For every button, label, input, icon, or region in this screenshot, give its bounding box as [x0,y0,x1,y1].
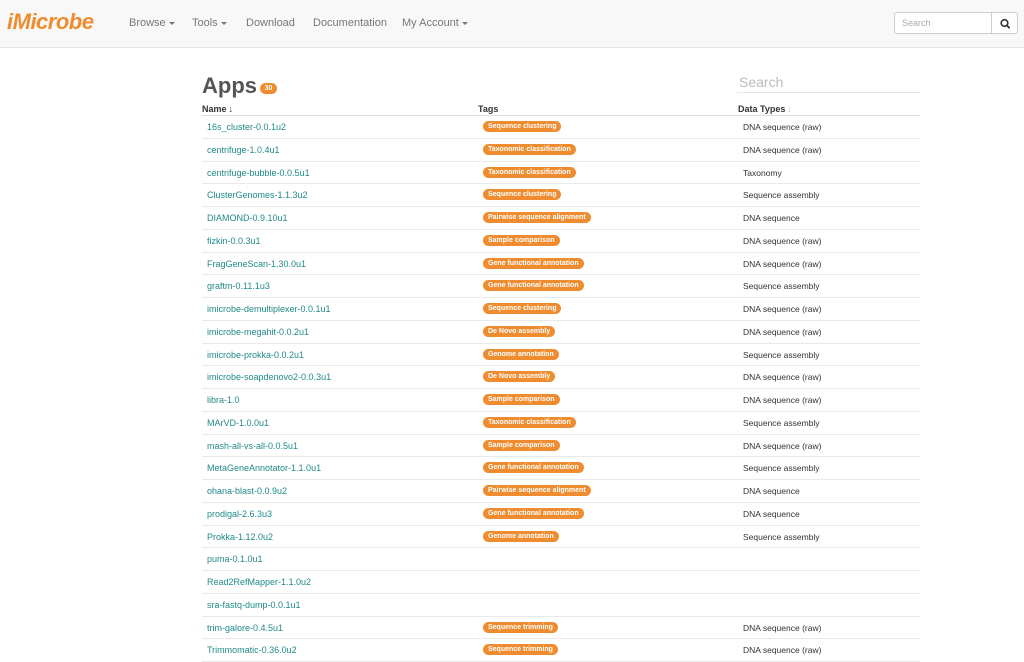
sort-both-icon: ↕ [787,104,792,114]
data-type-cell: DNA sequence [743,508,800,519]
tag-badge[interactable]: Taxonomic classification [483,144,576,155]
data-type-cell: DNA sequence (raw) [743,258,822,269]
table-row [202,571,920,594]
app-name-link[interactable]: 16s_cluster-0.0.1u2 [207,122,287,132]
tag-badge[interactable]: Sequence trimming [483,622,558,633]
app-name-link[interactable]: puma-0.1.0u1 [207,554,263,565]
tag-badge[interactable]: Sequence clustering [483,189,561,200]
nav-search-button[interactable] [991,12,1018,34]
app-name-link[interactable]: MetaGeneAnnotator-1.1.0u1 [207,463,322,474]
app-name-link[interactable]: imicrobe-soapdenovo2-0.0.3u1 [207,372,332,383]
table-row [202,344,920,367]
table-row [202,526,920,549]
tag-badge[interactable]: Sequence clustering [483,303,561,314]
app-name-link[interactable]: sra-fastq-dump-0.0.1u1 [207,599,301,610]
app-name-link[interactable]: mash-all-vs-all-0.0.5u1 [207,440,299,451]
table-row [202,503,920,526]
data-type-cell: Sequence assembly [743,531,820,542]
table-row [202,457,920,480]
app-name-link[interactable]: Read2RefMapper-1.1.0u2 [207,577,312,587]
sort-down-icon: ↓ [228,104,234,114]
column-header-name-label: Name [202,104,227,114]
table-row [202,389,920,412]
app-name-link[interactable]: imicrobe-megahit-0.0.2u1 [207,326,310,337]
data-type-cell: Sequence assembly [743,463,820,474]
table-row [202,207,920,230]
nav-browse[interactable] [129,17,175,29]
app-name-link[interactable]: FragGeneScan-1.30.0u1 [207,258,307,269]
chevron-down-icon [462,22,468,25]
app-name-link[interactable]: Trimmomatic-0.36.0u2 [207,645,297,656]
table-row [202,617,920,640]
table-row [202,139,920,162]
nav-documentation[interactable]: Documentation [313,17,387,29]
page-title: Apps [202,73,257,98]
tag-badge[interactable]: Gene functional annotation [483,508,584,519]
app-name-link[interactable]: imicrobe-demultiplexer-0.0.1u1 [207,304,331,314]
app-name-link[interactable]: DIAMOND-0.9.10u1 [207,213,288,223]
column-header-tags: Tags [478,104,499,114]
app-name-link[interactable]: libra-1.0 [207,395,240,405]
nav-download[interactable]: Download [246,17,295,29]
nav-browse-label: Browse [129,17,166,29]
tag-badge[interactable]: Genome annotation [483,349,559,360]
tag-badge[interactable]: Sample comparison [483,440,560,451]
table-row [202,548,920,571]
app-name-link[interactable]: ClusterGenomes-1.1.3u2 [207,190,308,201]
nav-search-input[interactable] [894,12,992,34]
table-row [202,298,920,321]
column-header-name[interactable] [202,104,233,114]
tag-badge[interactable]: Gene functional annotation [483,280,584,291]
app-name-link[interactable]: ohana-blast-0.0.9u2 [207,486,288,496]
app-name-link[interactable]: trim-galore-0.4.5u1 [207,622,284,633]
data-type-cell: DNA sequence (raw) [743,645,822,656]
chevron-down-icon [221,22,227,25]
tag-badge[interactable]: De Novo assembly [483,326,555,337]
data-type-cell: DNA sequence (raw) [743,144,822,155]
table-row [202,184,920,207]
data-type-cell: DNA sequence (raw) [743,372,822,383]
nav-my-account-label: My Account [402,17,459,29]
tag-badge[interactable]: De Novo assembly [483,371,555,382]
data-type-cell: Sequence assembly [743,190,820,201]
data-type-cell: Sequence assembly [743,349,820,360]
data-type-cell: DNA sequence (raw) [743,235,822,246]
nav-my-account[interactable] [402,17,468,29]
app-name-link[interactable]: fizkin-0.0.3u1 [207,235,261,246]
app-name-link[interactable]: Prokka-1.12.0u2 [207,531,274,542]
data-type-cell: DNA sequence [743,486,800,496]
search-icon [992,13,1019,35]
table-row [202,435,920,458]
tag-badge[interactable]: Pairwise sequence alignment [483,212,591,223]
table-row [202,366,920,389]
data-type-cell: DNA sequence [743,213,800,223]
table-row [202,639,920,662]
tag-badge[interactable]: Gene functional annotation [483,258,584,269]
table-row [202,275,920,298]
column-header-data-types-label: Data Types [738,104,786,114]
app-name-link[interactable]: graftm-0.11.1u3 [207,281,270,292]
data-type-cell: DNA sequence (raw) [743,326,822,337]
table-row [202,253,920,276]
data-type-cell: Sequence assembly [743,417,820,428]
table-row [202,230,920,253]
app-name-link[interactable]: centrifuge-bubble-0.0.5u1 [207,167,310,178]
tag-badge[interactable]: Gene functional annotation [483,462,584,473]
data-type-cell: Sequence assembly [743,281,820,292]
navbar [0,0,1024,48]
table-row [202,116,920,139]
app-name-link[interactable]: imicrobe-prokka-0.0.2u1 [207,349,305,360]
brand-logo[interactable]: iMicrobe [7,9,94,34]
tag-badge[interactable]: Taxonomic classification [483,417,576,428]
data-type-cell: Taxonomy [743,167,782,178]
tag-badge[interactable]: Genome annotation [483,531,559,542]
nav-tools[interactable] [192,17,227,29]
tag-badge[interactable]: Sequence trimming [483,644,558,655]
data-type-cell: DNA sequence (raw) [743,304,822,314]
tag-badge[interactable]: Sample comparison [483,394,560,405]
apps-count-badge: 30 [260,83,277,94]
app-name-link[interactable]: MArVD-1.0.0u1 [207,417,270,428]
table-row [202,412,920,435]
tag-badge[interactable]: Sequence clustering [483,121,561,132]
table-row [202,321,920,344]
data-type-cell: DNA sequence (raw) [743,395,822,405]
chevron-down-icon [169,22,175,25]
table-row [202,162,920,185]
data-type-cell: DNA sequence (raw) [743,622,822,633]
table-row [202,480,920,503]
nav-tools-label: Tools [192,17,218,29]
column-header-data-types[interactable] [738,104,792,114]
tag-badge[interactable]: Pairwise sequence alignment [483,485,591,496]
app-name-link[interactable]: centrifuge-1.0.4u1 [207,144,280,155]
apps-search-input[interactable] [737,71,920,93]
table-row [202,594,920,617]
tag-badge[interactable]: Sample comparison [483,235,560,246]
tag-badge[interactable]: Taxonomic classification [483,167,576,178]
app-name-link[interactable]: prodigal-2.6.3u3 [207,508,273,519]
data-type-cell: DNA sequence (raw) [743,122,822,132]
data-type-cell: DNA sequence (raw) [743,440,822,451]
apps-table-body [202,116,920,662]
